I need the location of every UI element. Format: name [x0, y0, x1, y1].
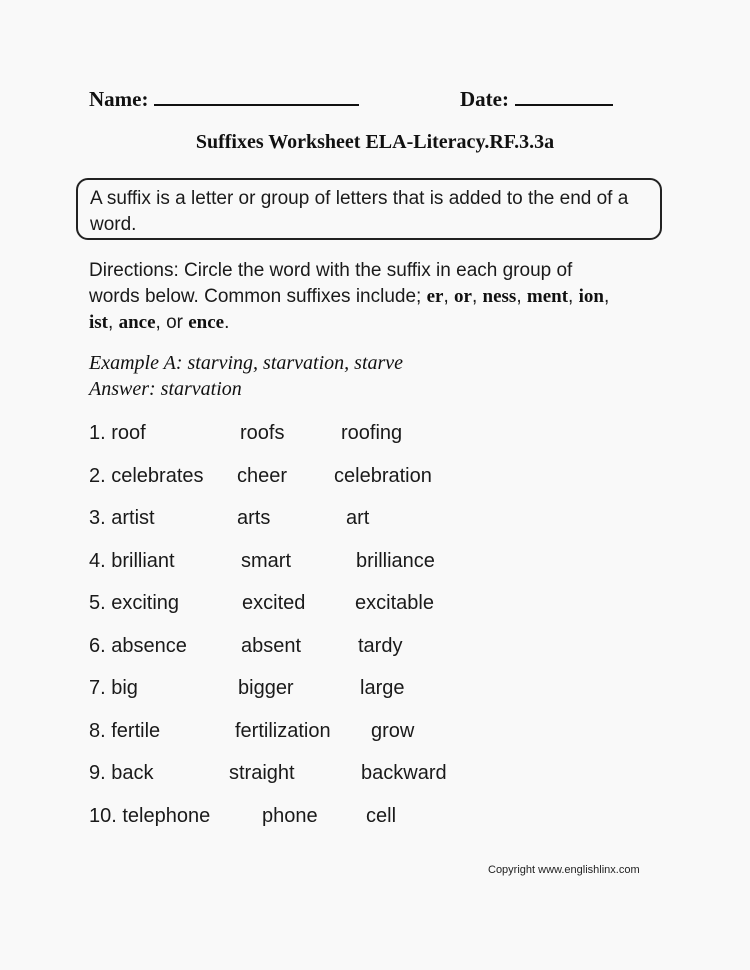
worksheet-title: Suffixes Worksheet ELA-Literacy.RF.3.3a — [195, 131, 555, 153]
word-group-row — [89, 546, 689, 589]
name-field-group — [89, 86, 359, 112]
word-option[interactable]: fertilization — [235, 719, 331, 742]
definition-line-2: word. — [90, 214, 137, 235]
suffix-ion: ion — [578, 286, 604, 307]
date-label: Date: — [460, 87, 509, 111]
word-option[interactable]: excited — [242, 592, 306, 614]
word-option[interactable]: 5. exciting — [89, 592, 180, 614]
directions — [89, 258, 679, 336]
word-option[interactable]: phone — [262, 804, 318, 827]
word-option[interactable]: smart — [241, 549, 291, 572]
suffix-er: er — [426, 286, 444, 307]
word-groups — [89, 418, 689, 843]
date-blank-line — [515, 86, 613, 106]
word-option[interactable]: tardy — [358, 634, 403, 657]
name-blank-line — [154, 86, 359, 106]
example-block — [89, 350, 403, 402]
word-option[interactable]: roofs — [240, 422, 285, 444]
word-option[interactable]: 10. telephone — [89, 804, 211, 827]
word-option[interactable]: bigger — [238, 677, 294, 699]
word-option[interactable]: cell — [366, 804, 397, 827]
word-option[interactable]: celebration — [334, 464, 432, 487]
word-option[interactable]: arts — [237, 507, 271, 529]
header-row — [89, 86, 750, 116]
word-option[interactable]: roofing — [341, 422, 403, 444]
word-option[interactable]: large — [360, 677, 405, 699]
word-option[interactable]: 7. big — [89, 677, 138, 699]
word-option[interactable]: 8. fertile — [89, 719, 161, 742]
name-label: Name: — [89, 87, 149, 111]
word-group-row — [89, 716, 689, 759]
word-group-row — [89, 588, 689, 631]
word-option[interactable]: brilliance — [356, 549, 435, 572]
word-option[interactable]: 1. roof — [89, 422, 146, 444]
definition-line-1: A suffix is a letter or group of letters that is added to the end of a — [90, 188, 629, 209]
definition-box — [76, 178, 662, 240]
word-option[interactable]: art — [346, 507, 370, 529]
word-option[interactable]: backward — [361, 762, 447, 784]
word-option[interactable]: absent — [241, 634, 302, 657]
word-option[interactable]: straight — [229, 762, 295, 784]
suffix-ment: ment — [526, 286, 569, 307]
directions-line-1: Directions: Circle the word with the suffix in each group of — [89, 260, 573, 281]
word-group-row — [89, 418, 689, 461]
directions-or-word: or — [166, 312, 183, 333]
word-group-row — [89, 673, 689, 716]
suffix-ist: ist — [89, 312, 108, 333]
word-option[interactable]: cheer — [237, 464, 288, 487]
word-option[interactable]: 2. celebrates — [89, 464, 204, 487]
copyright-notice: Copyright www.englishlinx.com — [488, 864, 640, 876]
example-line: Example A: starving, starvation, starve — [89, 352, 404, 374]
word-group-row — [89, 461, 689, 504]
word-group-row — [89, 631, 689, 674]
directions-line-3: ist, ance, or ence. — [89, 312, 230, 333]
word-option[interactable]: 3. artist — [89, 507, 155, 529]
word-option[interactable]: 6. absence — [89, 634, 187, 657]
suffix-ness: ness — [482, 286, 517, 307]
suffix-or: or — [454, 286, 472, 307]
word-group-row — [89, 758, 689, 801]
word-group-row — [89, 801, 689, 844]
word-option[interactable]: excitable — [355, 592, 434, 614]
word-option[interactable]: grow — [371, 719, 415, 742]
word-option[interactable]: 9. back — [89, 762, 154, 784]
suffix-ance: ance — [118, 312, 156, 333]
example-answer: Answer: starvation — [89, 378, 242, 400]
directions-line-2-text: words below. Common suffixes include; — [89, 286, 422, 307]
date-field-group — [460, 86, 613, 112]
word-option[interactable]: 4. brilliant — [89, 549, 175, 572]
word-group-row — [89, 503, 689, 546]
directions-line-2: words below. Common suffixes include; er, or, ness, ment, ion, — [89, 286, 610, 307]
suffix-ence: ence — [188, 312, 225, 333]
